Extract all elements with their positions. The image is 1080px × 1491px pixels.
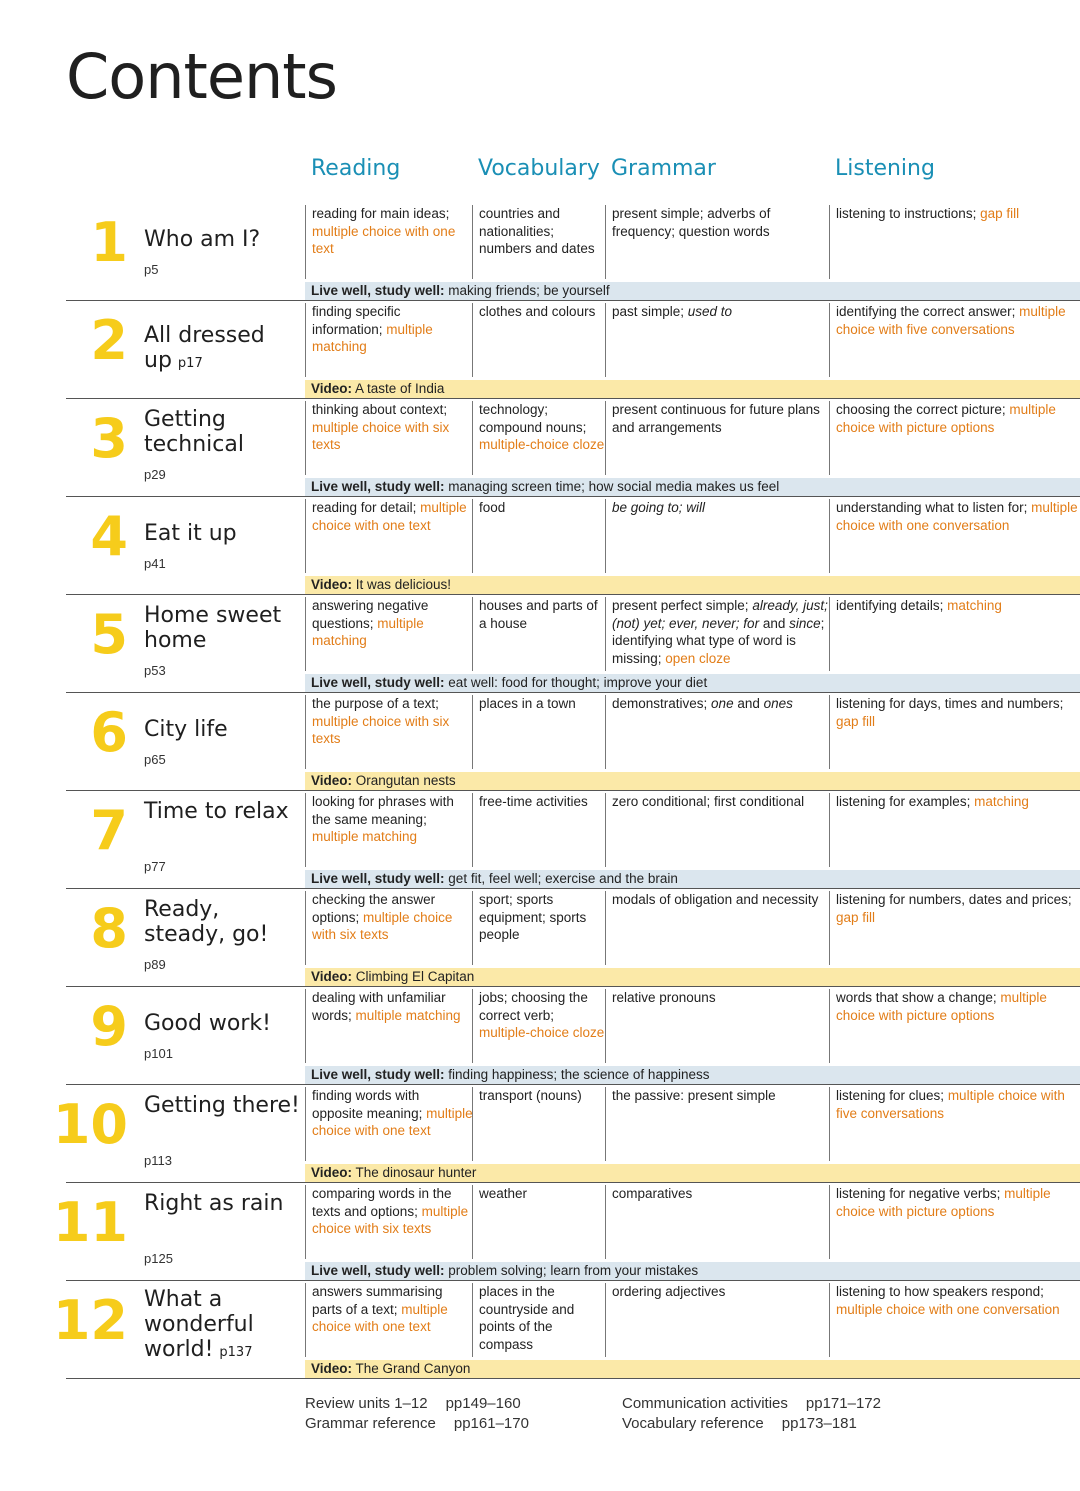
- strip-label: Video:: [311, 381, 353, 396]
- vocabulary-cell: [472, 695, 606, 769]
- grammar-text: present perfect simple;: [612, 598, 753, 613]
- strip-text: making friends; be yourself: [444, 283, 610, 298]
- unit-title: [144, 1191, 302, 1216]
- unit-page: p53: [144, 663, 166, 678]
- unit-page: p29: [144, 467, 166, 482]
- unit-title-text: City life: [144, 717, 228, 742]
- reading-text: reading for detail;: [312, 500, 421, 515]
- unit-number: 9: [90, 995, 128, 1058]
- grammar-text: and: [759, 615, 790, 631]
- vocabulary-text: countries and nationalities; numbers and dates: [479, 206, 595, 256]
- vocabulary-cell: [472, 891, 606, 965]
- unit-page: p5: [144, 262, 159, 277]
- listening-text: identifying details;: [836, 598, 948, 613]
- unit-number: 7: [90, 799, 128, 862]
- unit-title-text: All dressed up: [144, 323, 265, 373]
- reading-text: multiple matching: [312, 615, 424, 648]
- video-strip[interactable]: [305, 1164, 1080, 1182]
- video-strip[interactable]: [305, 772, 1080, 790]
- listening-text: multiple choice with picture options: [836, 990, 1047, 1023]
- unit-title: [144, 603, 302, 653]
- video-strip[interactable]: [305, 968, 1080, 986]
- listening-cell: [829, 597, 1080, 671]
- unit-number: 2: [90, 309, 128, 372]
- strip-label: Video:: [311, 969, 353, 984]
- reading-text: finding words with opposite meaning;: [312, 1088, 427, 1121]
- listening-text: identifying the correct answer;: [836, 304, 1020, 319]
- strip-text: Orangutan nests: [352, 773, 456, 788]
- grammar-text: be going to; will: [612, 500, 706, 515]
- listening-text: listening to instructions;: [836, 206, 981, 221]
- vocabulary-cell: [472, 1185, 606, 1259]
- reading-text: multiple choice with one text: [312, 1301, 448, 1334]
- grammar-text: demonstratives;: [612, 696, 712, 711]
- vocabulary-cell: [472, 1283, 606, 1357]
- vocabulary-text: multiple-choice cloze: [479, 437, 605, 452]
- grammar-text: one: [711, 696, 734, 711]
- unit-page: p65: [144, 752, 166, 767]
- unit-title: [144, 227, 302, 252]
- video-strip[interactable]: [305, 1360, 1080, 1378]
- vocabulary-text: houses and parts of a house: [479, 598, 598, 631]
- listening-cell: [829, 401, 1080, 475]
- column-header-vocabulary: Vocabulary: [478, 156, 600, 181]
- grammar-cell: [605, 499, 830, 573]
- vocabulary-cell: [472, 499, 606, 573]
- listening-text: listening to how speakers respond;: [836, 1284, 1044, 1299]
- listening-text: multiple choice with one conversation: [836, 1301, 1060, 1317]
- live-well-strip[interactable]: [305, 282, 1080, 300]
- unit-title-text: Getting there!: [144, 1093, 300, 1118]
- grammar-cell: [605, 793, 830, 867]
- listening-cell: [829, 499, 1080, 573]
- listening-text: gap fill: [836, 909, 876, 925]
- grammar-text: since: [789, 615, 821, 631]
- reading-text: answering negative questions;: [312, 598, 429, 631]
- listening-text: matching: [947, 598, 1002, 613]
- unit-number: 12: [52, 1289, 128, 1352]
- unit-row[interactable]: [0, 203, 1080, 301]
- strip-label: Live well, study well:: [311, 283, 445, 298]
- reading-cell: [305, 989, 473, 1063]
- unit-number: 8: [90, 897, 128, 960]
- unit-title: [144, 407, 302, 457]
- grammar-text: used to: [687, 304, 733, 319]
- strip-text: It was delicious!: [352, 577, 452, 592]
- reading-text: multiple choice with one text: [312, 500, 467, 533]
- reading-cell: [305, 401, 473, 475]
- reading-text: the purpose of a text;: [312, 696, 439, 711]
- reading-text: thinking about context;: [312, 402, 448, 417]
- unit-page: p77: [144, 859, 166, 874]
- grammar-cell: [605, 205, 830, 279]
- unit-number: 1: [90, 211, 128, 274]
- unit-row[interactable]: [0, 987, 1080, 1085]
- grammar-cell: [605, 989, 830, 1063]
- reading-cell: [305, 695, 473, 769]
- listening-text: gap fill: [980, 206, 1020, 221]
- reading-cell: [305, 1087, 473, 1161]
- unit-row[interactable]: [0, 693, 1080, 791]
- listening-text: listening for clues;: [836, 1088, 948, 1103]
- strip-label: Live well, study well:: [311, 1263, 445, 1278]
- footer-vocabulary-reference[interactable]: Vocabulary reference pp173–181: [622, 1415, 857, 1432]
- strip-label: Video:: [311, 1165, 353, 1180]
- strip-text: eat well: food for thought; improve your diet: [444, 675, 708, 690]
- video-strip[interactable]: [305, 576, 1080, 594]
- vocabulary-cell: [472, 1087, 606, 1161]
- reading-cell: [305, 303, 473, 377]
- grammar-cell: [605, 1087, 830, 1161]
- strip-label: Live well, study well:: [311, 1067, 445, 1082]
- unit-row[interactable]: [0, 889, 1080, 987]
- listening-cell: [829, 793, 1080, 867]
- unit-title-text: Eat it up: [144, 521, 237, 546]
- live-well-strip[interactable]: [305, 478, 1080, 496]
- vocabulary-text: food: [479, 500, 506, 515]
- live-well-strip[interactable]: [305, 870, 1080, 888]
- unit-row[interactable]: [0, 399, 1080, 497]
- listening-text: words that show a change;: [836, 990, 1001, 1005]
- listening-cell: [829, 695, 1080, 769]
- vocabulary-cell: [472, 597, 606, 671]
- unit-title: [144, 323, 302, 376]
- grammar-cell: [605, 1185, 830, 1259]
- strip-text: get fit, feel well; exercise and the brain: [444, 871, 678, 886]
- reading-text: multiple choice with six texts: [312, 419, 450, 452]
- unit-title: [144, 1093, 302, 1118]
- unit-row[interactable]: [0, 1183, 1080, 1281]
- reading-cell: [305, 499, 473, 573]
- strip-text: A taste of India: [352, 381, 445, 396]
- reading-text: checking the answer options;: [312, 892, 436, 925]
- reading-cell: [305, 891, 473, 965]
- vocabulary-text: sport; sports equipment; sports people: [479, 892, 587, 942]
- unit-title: [144, 1011, 302, 1036]
- page-title: Contents: [66, 40, 337, 113]
- reading-cell: [305, 205, 473, 279]
- unit-title-text: Ready, steady, go!: [144, 897, 269, 947]
- unit-title: [144, 1287, 302, 1365]
- row-divider: [66, 1378, 1080, 1379]
- listening-cell: [829, 303, 1080, 377]
- reading-text: multiple matching: [312, 829, 418, 844]
- reading-text: multiple choice with one text: [312, 1105, 473, 1138]
- strip-text: problem solving; learn from your mistakes: [444, 1263, 699, 1278]
- unit-title-text: Who am I?: [144, 227, 261, 252]
- strip-text: managing screen time; how social media makes us feel: [444, 479, 780, 494]
- unit-number: 11: [52, 1191, 128, 1254]
- listening-cell: [829, 1185, 1080, 1259]
- unit-row[interactable]: [0, 1281, 1080, 1379]
- live-well-strip[interactable]: [305, 674, 1080, 692]
- grammar-text: already, just; (not) yet; ever, never; for: [612, 598, 828, 631]
- unit-number: 4: [90, 505, 128, 568]
- reading-text: multiple choice with six texts: [312, 1203, 469, 1236]
- unit-title-text: Right as rain: [144, 1191, 284, 1216]
- strip-text: The Grand Canyon: [352, 1361, 471, 1376]
- vocabulary-text: technology; compound nouns;: [479, 402, 587, 435]
- grammar-cell: [605, 401, 830, 475]
- grammar-text: relative pronouns: [612, 990, 716, 1005]
- unit-page: p113: [144, 1153, 172, 1168]
- reading-text: multiple matching: [312, 321, 433, 354]
- unit-title: [144, 717, 302, 742]
- reading-cell: [305, 1185, 473, 1259]
- reading-text: dealing with unfamiliar words;: [312, 990, 446, 1023]
- reading-cell: [305, 793, 473, 867]
- grammar-text: zero conditional; first conditional: [612, 794, 805, 809]
- grammar-text: open cloze: [665, 650, 731, 666]
- reading-text: comparing words in the texts and options;: [312, 1186, 452, 1219]
- listening-text: multiple choice with five conversations: [836, 304, 1066, 337]
- strip-text: finding happiness; the science of happiness: [444, 1067, 710, 1082]
- vocabulary-text: places in the countryside and points of the compass: [479, 1284, 575, 1352]
- unit-row[interactable]: [0, 595, 1080, 693]
- listening-text: listening for examples;: [836, 794, 975, 809]
- unit-number: 6: [90, 701, 128, 764]
- unit-page: p125: [144, 1251, 173, 1266]
- reading-text: finding specific information;: [312, 304, 401, 337]
- strip-label: Live well, study well:: [311, 675, 445, 690]
- unit-title-text: Time to relax: [144, 799, 289, 824]
- reading-cell: [305, 597, 473, 671]
- vocabulary-text: transport (nouns): [479, 1088, 582, 1103]
- unit-page: p101: [144, 1046, 173, 1061]
- reading-text: looking for phrases with the same meaning;: [312, 794, 454, 827]
- listening-cell: [829, 205, 1080, 279]
- live-well-strip[interactable]: [305, 1066, 1080, 1084]
- unit-title: [144, 521, 302, 546]
- strip-label: Video:: [311, 577, 353, 592]
- grammar-text: comparatives: [612, 1186, 693, 1201]
- grammar-text: ones: [763, 696, 793, 711]
- grammar-cell: [605, 695, 830, 769]
- vocabulary-cell: [472, 205, 606, 279]
- listening-cell: [829, 891, 1080, 965]
- strip-label: Live well, study well:: [311, 479, 445, 494]
- unit-page: p17: [177, 356, 203, 371]
- vocabulary-cell: [472, 989, 606, 1063]
- strip-label: Live well, study well:: [311, 871, 445, 886]
- listening-cell: [829, 1283, 1080, 1357]
- listening-cell: [829, 1087, 1080, 1161]
- footer-communication-activities[interactable]: Communication activities pp171–172: [622, 1395, 881, 1412]
- vocabulary-text: jobs; choosing the correct verb;: [479, 990, 588, 1023]
- contents-table: [0, 203, 1080, 1379]
- grammar-text: the passive: present simple: [612, 1088, 776, 1103]
- unit-title: [144, 897, 302, 947]
- grammar-text: present simple; adverbs of frequency; question words: [612, 206, 771, 239]
- unit-row[interactable]: [0, 1085, 1080, 1183]
- listening-text: multiple choice with five conversations: [836, 1088, 1065, 1121]
- listening-text: choosing the correct picture;: [836, 402, 1010, 417]
- video-strip[interactable]: [305, 380, 1080, 398]
- listening-text: listening for numbers, dates and prices;: [836, 892, 1072, 907]
- unit-row[interactable]: [0, 791, 1080, 889]
- reading-cell: [305, 1283, 473, 1357]
- unit-title-text: Getting technical: [144, 407, 244, 457]
- listening-text: matching: [974, 794, 1029, 809]
- listening-text: gap fill: [836, 713, 876, 729]
- grammar-text: ordering adjectives: [612, 1284, 726, 1299]
- unit-title: [144, 799, 302, 824]
- unit-title-text: Home sweet home: [144, 603, 282, 653]
- listening-text: multiple choice with picture options: [836, 402, 1056, 435]
- reading-text: multiple matching: [355, 1007, 461, 1023]
- grammar-cell: [605, 303, 830, 377]
- vocabulary-cell: [472, 793, 606, 867]
- column-header-listening: Listening: [835, 156, 935, 181]
- listening-text: multiple choice with picture options: [836, 1186, 1051, 1219]
- footer-grammar-reference[interactable]: Grammar reference pp161–170: [305, 1415, 529, 1432]
- unit-row[interactable]: [0, 301, 1080, 399]
- footer-right: [622, 1394, 881, 1434]
- grammar-cell: [605, 1283, 830, 1357]
- unit-page: p41: [144, 556, 166, 571]
- unit-page: p89: [144, 957, 166, 972]
- unit-title-text: What a wonderful world!: [144, 1287, 254, 1362]
- unit-number: 3: [90, 407, 128, 470]
- strip-label: Video:: [311, 1361, 353, 1376]
- unit-number: 5: [90, 603, 128, 666]
- listening-text: listening for negative verbs;: [836, 1186, 1005, 1201]
- strip-text: Climbing El Capitan: [352, 969, 475, 984]
- grammar-cell: [605, 891, 830, 965]
- grammar-text: present continuous for future plans and arrangements: [612, 402, 820, 435]
- vocabulary-cell: [472, 303, 606, 377]
- footer-left: [305, 1394, 529, 1434]
- reading-text: reading for main ideas;: [312, 206, 450, 221]
- reading-text: answers summarising parts of a text;: [312, 1284, 443, 1317]
- reading-text: multiple choice with six texts: [312, 909, 453, 942]
- grammar-text: ; identifying what type of word is missing;: [612, 615, 825, 666]
- listening-text: understanding what to listen for;: [836, 500, 1032, 515]
- unit-number: 10: [52, 1093, 128, 1156]
- listening-cell: [829, 989, 1080, 1063]
- strip-text: The dinosaur hunter: [352, 1165, 477, 1180]
- vocabulary-text: free-time activities: [479, 794, 588, 809]
- column-header-reading: Reading: [311, 156, 401, 181]
- footer-review-units[interactable]: Review units 1–12 pp149–160: [305, 1395, 521, 1412]
- reading-text: multiple choice with six texts: [312, 713, 450, 746]
- grammar-text: past simple;: [612, 304, 688, 319]
- vocabulary-text: places in a town: [479, 696, 576, 711]
- grammar-cell: [605, 597, 830, 671]
- unit-title-text: Good work!: [144, 1011, 271, 1036]
- reading-text: multiple choice with one text: [312, 223, 456, 256]
- column-header-grammar: Grammar: [611, 156, 716, 181]
- strip-label: Video:: [311, 773, 353, 788]
- grammar-text: modals of obligation and necessity: [612, 892, 819, 907]
- live-well-strip[interactable]: [305, 1262, 1080, 1280]
- vocabulary-cell: [472, 401, 606, 475]
- unit-row[interactable]: [0, 497, 1080, 595]
- vocabulary-text: multiple-choice cloze: [479, 1025, 605, 1040]
- vocabulary-text: clothes and colours: [479, 304, 596, 319]
- listening-text: multiple choice with one conversation: [836, 500, 1078, 533]
- listening-text: listening for days, times and numbers;: [836, 696, 1064, 711]
- vocabulary-text: weather: [479, 1186, 528, 1201]
- unit-page: p137: [219, 1345, 253, 1360]
- grammar-text: and: [733, 696, 764, 711]
